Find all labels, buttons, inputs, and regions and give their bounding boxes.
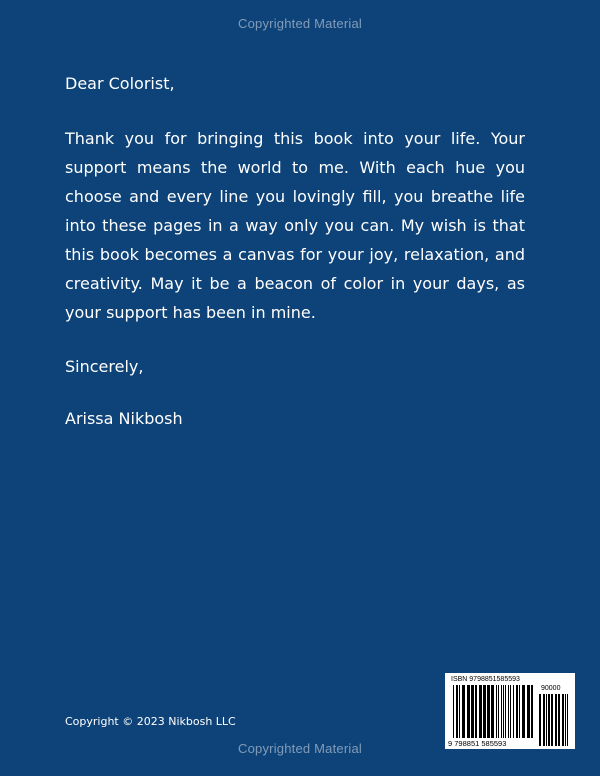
watermark-bottom: Copyrighted Material [238, 741, 362, 756]
letter-closing: Sincerely, [65, 357, 144, 376]
barcode-addon-bar [562, 694, 564, 746]
barcode-bar [483, 685, 486, 738]
barcode-bar [503, 685, 504, 738]
barcode-bar [475, 685, 477, 738]
barcode-bar [501, 685, 502, 738]
barcode-bar [522, 685, 525, 738]
barcode-bar [527, 685, 530, 738]
isbn-barcode [445, 673, 575, 749]
barcode-addon-bar [543, 694, 545, 746]
letter-signature: Arissa Nikbosh [65, 409, 183, 428]
barcode-addon-bar [565, 694, 566, 746]
barcode-bar [462, 685, 465, 738]
barcode-bar [531, 685, 533, 738]
barcode-bar [498, 685, 499, 738]
barcode-addon-bar [558, 694, 560, 746]
barcode-bar [453, 685, 454, 738]
barcode-addon-bar [551, 694, 553, 746]
letter-greeting: Dear Colorist, [65, 74, 175, 93]
barcode-bar [479, 685, 482, 738]
barcode-addon-bar [567, 694, 568, 746]
copyright-notice: Copyright © 2023 Nikbosh LLC [65, 715, 236, 728]
barcode-bar [491, 685, 494, 738]
letter-body: Thank you for bringing this book into your life. Your support means the world to me. With each hue you choose and every line you lovingly fill, you breathe life into these pages in a way only you can. My wish is that this book becomes a canvas for your joy, relaxation, and creativity. May it be a beacon of color in your days, as your support has been in mine. [65, 129, 525, 322]
barcode-bar [510, 685, 511, 738]
barcode-addon-bar [555, 694, 557, 746]
barcode-bar [487, 685, 490, 738]
watermark-top: Copyrighted Material [238, 16, 362, 31]
barcode-bar [496, 685, 497, 738]
barcode-bar [505, 685, 506, 738]
letter [65, 70, 525, 433]
price-code: 90000 [541, 685, 561, 692]
barcode-digits: 9 798851 585593 [448, 739, 507, 748]
barcode-bar [513, 685, 514, 738]
barcode-addon-bar [546, 694, 547, 746]
barcode-addon-bar [548, 694, 550, 746]
barcode-bar [467, 685, 470, 738]
isbn-label: ISBN 9798851585593 [451, 676, 520, 683]
barcode-bar [471, 685, 474, 738]
barcode-bar [519, 685, 520, 738]
barcode-addon-bar [539, 694, 541, 746]
barcode-bar [459, 685, 460, 738]
barcode-bar [508, 685, 509, 738]
barcode-bar [516, 685, 518, 738]
barcode-bar [456, 685, 458, 738]
